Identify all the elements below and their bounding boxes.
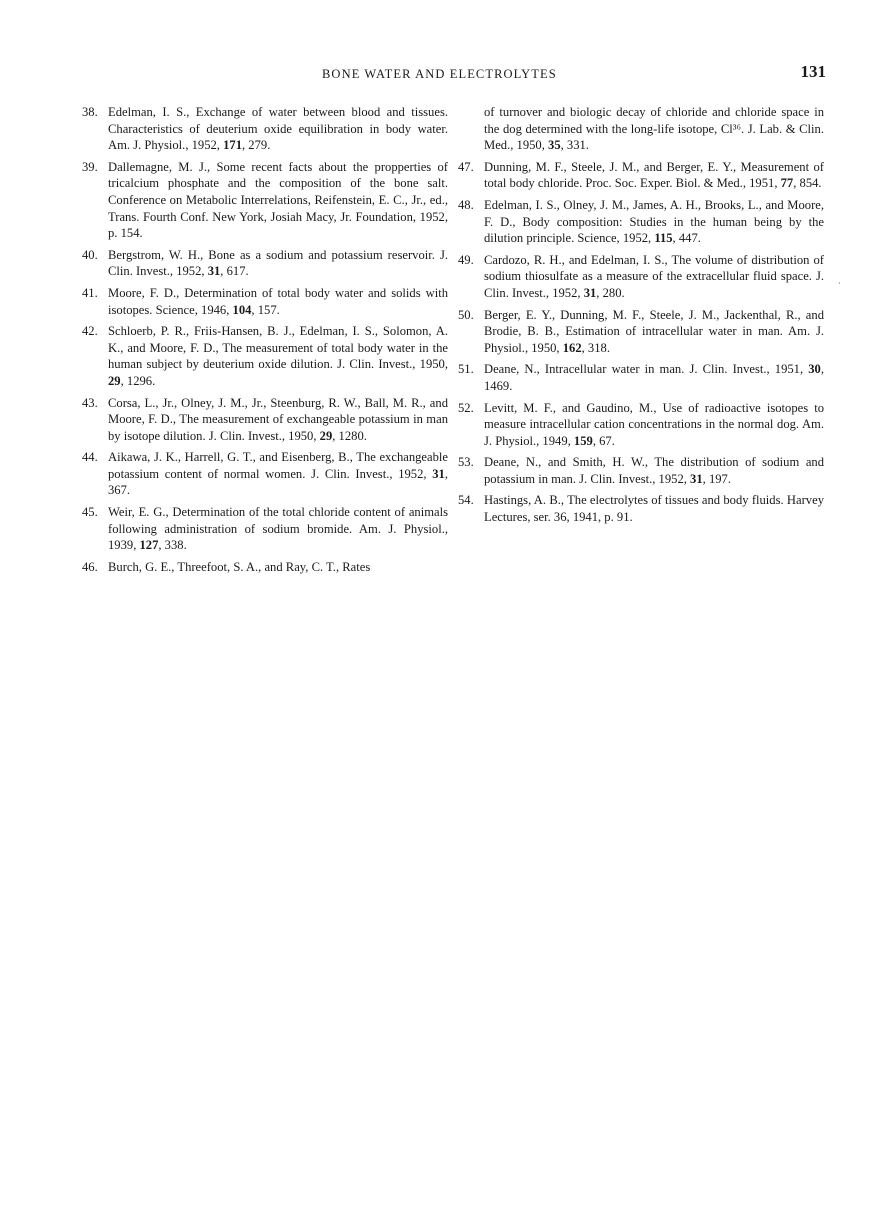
reference-item: 43. Corsa, L., Jr., Olney, J. M., Jr., Steenburg, R. W., Ball, M. R., and Moore, F. D., The measurement of exchangeable potassium in man by isotope dilution. J. Clin. Invest., 1950, 29, 1280.	[82, 395, 448, 443]
reference-item: 51. Deane, N., Intracellular water in man. J. Clin. Invest., 1951, 30, 1469.	[458, 362, 824, 393]
reference-item: 49. Cardozo, R. H., and Edelman, I. S., The volume of distribution of sodium thiosulfate as a measure of the extracellular fluid space. J. Clin. Invest., 1952, 31, 280.	[458, 252, 824, 300]
reference-item: 48. Edelman, I. S., Olney, J. M., James, A. H., Brooks, L., and Moore, F. D., Body composition: Studies in the human being by the dilution principle. Science, 1952, 115, 447.	[458, 197, 824, 246]
reference-item: 38. Edelman, I. S., Exchange of water between blood and tissues. Characteristics of deuterium oxide equilibration in body water. Am. J. Physiol., 1952, 171, 279.	[82, 105, 448, 153]
reference-item: 41. Moore, F. D., Determination of total body water and solids with isotopes. Science, 1946, 104, 157.	[82, 285, 448, 317]
running-header	[0, 62, 890, 86]
reference-item: 50. Berger, E. Y., Dunning, M. F., Steele, J. M., Jackenthal, R., and Brodie, B. B., Estimation of intracellular water in man. Am. J. Physiol., 1950, 162, 318.	[458, 307, 824, 355]
reference-continuation: of turnover and biologic decay of chloride and chloride space in the dog determined with the long-life isotope, Cl³⁶. J. Lab. & Clin. Med., 1950, 35, 331.	[484, 105, 824, 153]
scan-speck-mark: ·	[838, 278, 841, 288]
reference-item: 53. Deane, N., and Smith, H. W., The distribution of sodium and potassium in man. J. Clin. Invest., 1952, 31, 197.	[458, 455, 824, 486]
reference-item: 47. Dunning, M. F., Steele, J. M., and Berger, E. Y., Measurement of total body chloride. Proc. Soc. Exper. Biol. & Med., 1951, 77, 854.	[458, 159, 824, 191]
page-number: 131	[800, 62, 826, 81]
reference-item: 52. Levitt, M. F., and Gaudino, M., Use of radioactive isotopes to measure intracellular cation concentrations in the normal dog. Am. J. Physiol., 1949, 159, 67.	[458, 400, 824, 448]
reference-item: 46. Burch, G. E., Threefoot, S. A., and Ray, C. T., Rates	[82, 559, 371, 574]
reference-item: 54. Hastings, A. B., The electrolytes of tissues and body fluids. Harvey Lectures, ser. 36, 1941, p. 91.	[458, 493, 824, 525]
reference-item: 45. Weir, E. G., Determination of the total chloride content of animals following administration of sodium bromide. Am. J. Physiol., 1939, 127, 338.	[82, 505, 448, 553]
reference-item: 40. Bergstrom, W. H., Bone as a sodium and potassium reservoir. J. Clin. Invest., 1952, 31, 617.	[82, 247, 448, 279]
reference-item: 42. Schloerb, P. R., Friis-Hansen, B. J., Edelman, I. S., Solomon, A. K., and Moore, F. D., The measurement of total body water in the human subject by deuterium oxide dilution. J. Clin. Invest., 1950, 29, 1296.	[82, 324, 448, 388]
running-title: BONE WATER AND ELECTROLYTES	[322, 67, 557, 81]
reference-item: 44. Aikawa, J. K., Harrell, G. T., and Eisenberg, B., The exchangeable potassium content of normal women. J. Clin. Invest., 1952, 31, 367.	[82, 450, 448, 498]
references-left-column	[82, 104, 448, 580]
reference-item: 39. Dallemagne, M. J., Some recent facts about the propperties of tricalcium phosphate and the composition of the bone salt. Conference on Metabolic Interrelations, Reifenstein, E. C., Jr., ed., Trans. Fourth Conf. New York, Josiah Macy, Jr. Foundation, 1952, p. 154.	[82, 159, 448, 241]
references-right-column	[458, 104, 824, 531]
